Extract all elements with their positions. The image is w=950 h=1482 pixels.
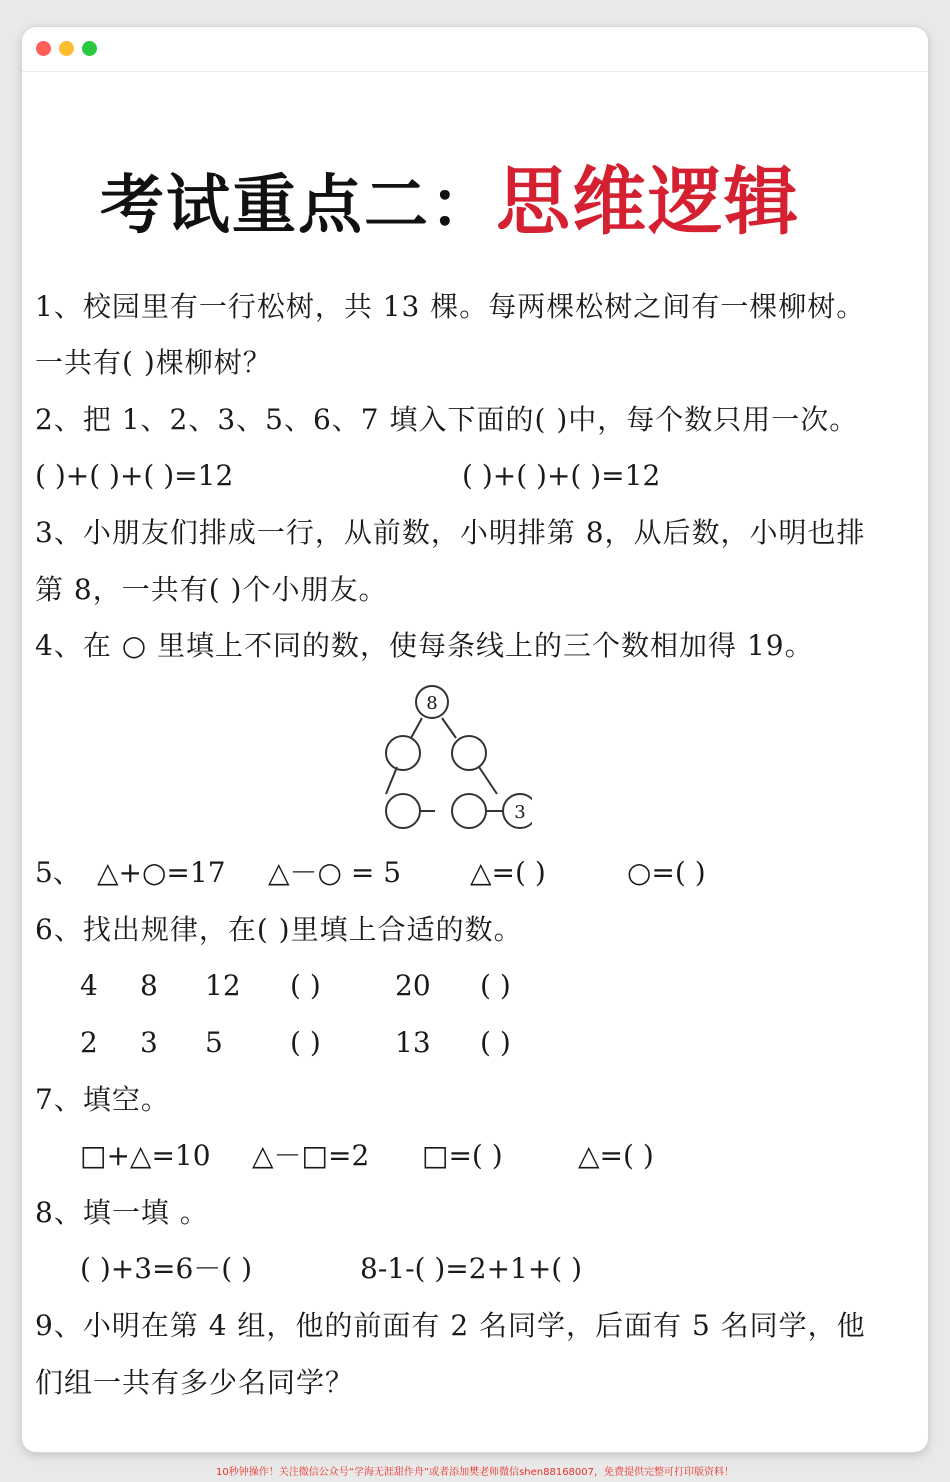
- q7-expression-1: □+△=10: [80, 1139, 211, 1172]
- window-titlebar: [22, 27, 928, 72]
- q4-line1: 4、在 ○ 里填上不同的数，使每条线上的三个数相加得 19。: [35, 629, 814, 662]
- sequence-blank: ( ): [480, 1026, 511, 1059]
- close-window-button[interactable]: [36, 41, 51, 56]
- page-title: [100, 159, 800, 257]
- q3-line1: 3、小朋友们排成一行，从前数，小明排第 8，从后数，小明也排: [35, 516, 866, 549]
- sequence-cell: 3: [140, 1026, 158, 1059]
- q2-equation-left: ( )+( )+( )=12: [35, 459, 234, 492]
- circle-bottom-middle[interactable]: [452, 794, 486, 828]
- q1-line1: 1、校园里有一行松树，共 13 棵。每两棵松树之间有一棵柳树。: [35, 290, 866, 323]
- circle-right-middle[interactable]: [452, 736, 486, 770]
- q6-line1: 6、找出规律，在( )里填上合适的数。: [35, 913, 523, 946]
- minimize-window-button[interactable]: [59, 41, 74, 56]
- app-window: [22, 27, 928, 1452]
- diagram-edge-right-upper: [442, 718, 456, 738]
- q2-equation-right: ( )+( )+( )=12: [462, 459, 661, 492]
- q1-line2: 一共有( )棵柳树？: [35, 346, 272, 379]
- diagram-edge-left-lower: [386, 767, 397, 794]
- q5-expression-2: △－○ = 5: [268, 856, 402, 889]
- title-black: 考试重点二：: [100, 169, 496, 243]
- q7-expression-3: □=( ): [422, 1139, 503, 1172]
- sequence-cell: 4: [80, 969, 98, 1002]
- diagram-edge-left-upper: [411, 718, 422, 738]
- sequence-blank: ( ): [480, 969, 511, 1002]
- circle-bottom-right-number: 3: [514, 802, 526, 823]
- q2-line1: 2、把 1、2、3、5、6、7 填入下面的( )中，每个数只用一次。: [35, 403, 859, 436]
- circle-top-number: 8: [426, 693, 438, 714]
- q8-expression-1: ( )+3=6－( ): [80, 1252, 253, 1285]
- sequence-cell: 12: [205, 969, 241, 1002]
- q7-line1: 7、填空。: [35, 1083, 170, 1116]
- q7-expression-2: △－□=2: [252, 1139, 370, 1172]
- circle-bottom-left[interactable]: [386, 794, 420, 828]
- q5-expression-4: ○=( ): [627, 856, 706, 889]
- sequence-cell: 8: [140, 969, 158, 1002]
- footer-notice: 10秒钟操作！关注微信公众号“学海无涯甜作舟”或者添加樊老师微信shen88168007，免费提供完整可打印版资料！: [215, 1467, 735, 1478]
- q9-line2: 们组一共有多少名同学？: [35, 1366, 355, 1399]
- sequence-blank: ( ): [290, 1026, 321, 1059]
- sequence-cell: 20: [395, 969, 431, 1002]
- sequence-cell: 13: [395, 1026, 431, 1059]
- q5-number: 5、: [35, 856, 81, 889]
- diagram-edge-right-lower: [479, 767, 497, 794]
- circle-left-middle[interactable]: [386, 736, 420, 770]
- triangle-circle-diagram: [352, 682, 532, 842]
- zoom-window-button[interactable]: [82, 41, 97, 56]
- q5-expression-1: △+○=17: [97, 856, 226, 889]
- q7-expression-4: △=( ): [578, 1139, 654, 1172]
- sequence-blank: ( ): [290, 969, 321, 1002]
- q8-expression-2: 8-1-( )=2+1+( ): [360, 1252, 583, 1285]
- q9-line1: 9、小明在第 4 组，他的前面有 2 名同学，后面有 5 名同学，他: [35, 1309, 866, 1342]
- q3-line2: 第 8，一共有( )个小朋友。: [35, 573, 388, 606]
- sequence-cell: 5: [205, 1026, 223, 1059]
- sequence-cell: 2: [80, 1026, 98, 1059]
- q8-line1: 8、填一填 。: [35, 1196, 209, 1229]
- title-red: 思维逻辑: [496, 159, 800, 245]
- q5-expression-3: △=( ): [470, 856, 546, 889]
